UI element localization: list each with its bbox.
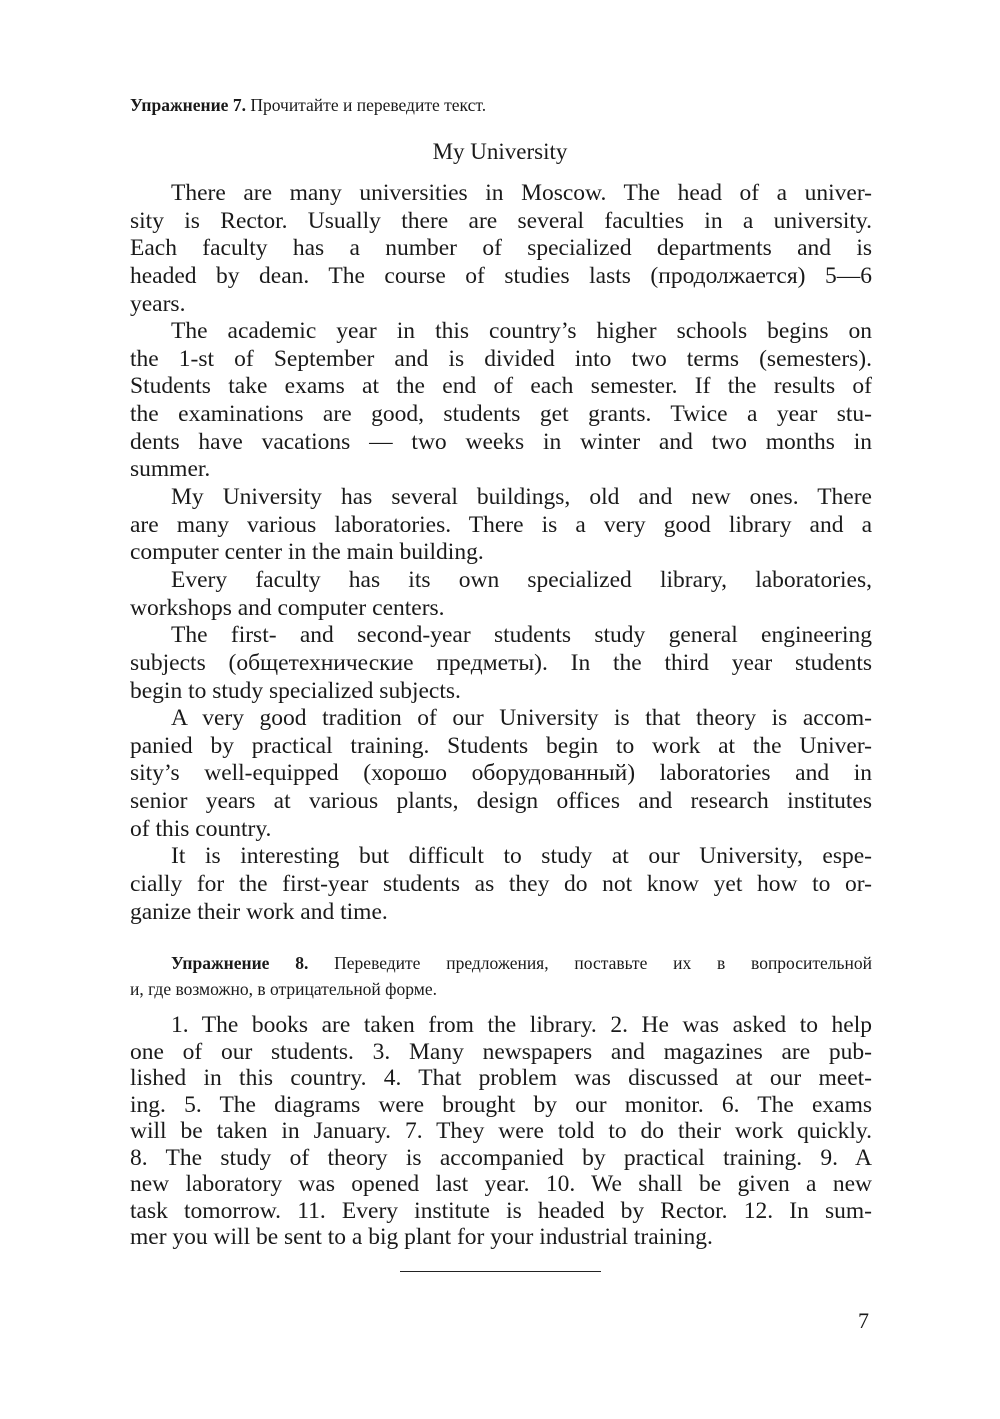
page-number: 7 — [858, 1308, 869, 1333]
text-line: sity is Rector. Usually there are several faculties in a university. — [130, 207, 872, 234]
text-line: sity’s well-equipped (хорошо оборудованный) laboratories and in — [130, 760, 872, 787]
exercise-7-label: Упражнение 7. — [130, 95, 246, 115]
text-line: of this country. — [130, 815, 272, 842]
exercise-8-instruction-cont: и, где возможно, в отрицательной форме. — [130, 979, 437, 999]
paragraph — [130, 567, 872, 622]
text-line: dents have vacations — two weeks in winter and two months in — [130, 428, 872, 455]
exercise-8-instruction: Переведите предложения, поставьте их в вопросительной — [308, 953, 872, 973]
text-line: the examinations are good, students get grants. Twice a year stu- — [130, 401, 872, 428]
sentence-line: will be taken in January. 7. They were told to do their work quickly. — [130, 1118, 872, 1144]
text-line: are many various laboratories. There is a very good library and a — [130, 511, 872, 538]
paragraph — [130, 843, 872, 926]
sentence-line: one of our students. 3. Many newspapers and magazines are pub- — [130, 1038, 872, 1065]
section-divider — [400, 1271, 601, 1272]
sentence-line: lished in this country. 4. That problem was discussed at our meet- — [130, 1065, 872, 1091]
text-line: computer center in the main building. — [130, 539, 484, 566]
text-line: the 1-st of September and is divided into two terms (semesters). — [130, 345, 872, 372]
paragraph — [130, 705, 872, 843]
exercise-8-heading — [130, 950, 872, 1002]
text-line: ganize their work and time. — [130, 898, 388, 925]
text-line: begin to study specialized subjects. — [130, 677, 461, 704]
text-line: There are many universities in Moscow. The head of a univer- — [171, 180, 872, 206]
article-body — [130, 180, 872, 926]
sentence-line: task tomorrow. 11. Every institute is headed by Rector. 12. In sum- — [130, 1197, 872, 1224]
text-title: My University — [432, 139, 568, 164]
exercise-8-sentences — [130, 1012, 872, 1251]
text-line: subjects (общетехнические предметы). In the third year students — [130, 649, 872, 676]
exercise-8-label: Упражнение 8. — [171, 953, 309, 973]
exercise-7-instruction: Прочитайте и переведите текст. — [245, 95, 487, 115]
text-line: senior years at various plants, design offices and research institutes — [130, 788, 872, 815]
sentence-line: ing. 5. The diagrams were brought by our monitor. 6. The exams — [130, 1091, 872, 1118]
text-line: A very good tradition of our University is that theory is accom- — [171, 705, 872, 732]
text-line: My University has several buildings, old and new ones. There — [171, 484, 872, 511]
text-line: cially for the first-year students as they do not know yet how to or- — [130, 871, 872, 898]
paragraph — [130, 318, 872, 484]
paragraph — [130, 180, 872, 318]
text-line: years. — [130, 290, 186, 317]
sentence-line: 1. The books are taken from the library. 2. He was asked to help — [171, 1012, 872, 1038]
text-line: headed by dean. The course of studies lasts (продолжается) 5—6 — [130, 262, 872, 289]
text-line: workshops and computer centers. — [130, 594, 445, 621]
text-line: The academic year in this country’s higher schools begins on — [171, 318, 872, 345]
paragraph — [130, 622, 872, 705]
sentence-line: 8. The study of theory is accompanied by practical training. 9. A — [130, 1144, 872, 1171]
text-line: Students take exams at the end of each semester. If the results of — [130, 373, 872, 400]
text-line: Every faculty has its own specialized library, laboratories, — [171, 566, 872, 593]
text-line: The first- and second-year students study general engineering — [171, 622, 872, 649]
sentence-line: new laboratory was opened last year. 10. We shall be given a new — [130, 1171, 872, 1197]
text-line: panied by practical training. Students begin to work at the Univer- — [130, 732, 872, 759]
text-line: Each faculty has a number of specialized departments and is — [130, 235, 872, 262]
exercise-7-heading — [130, 92, 872, 118]
paragraph — [130, 484, 872, 567]
text-line: summer. — [130, 456, 211, 483]
sentence-line: mer you will be sent to a big plant for your industrial training. — [130, 1224, 713, 1250]
text-line: It is interesting but difficult to study at our University, espe- — [171, 843, 872, 870]
